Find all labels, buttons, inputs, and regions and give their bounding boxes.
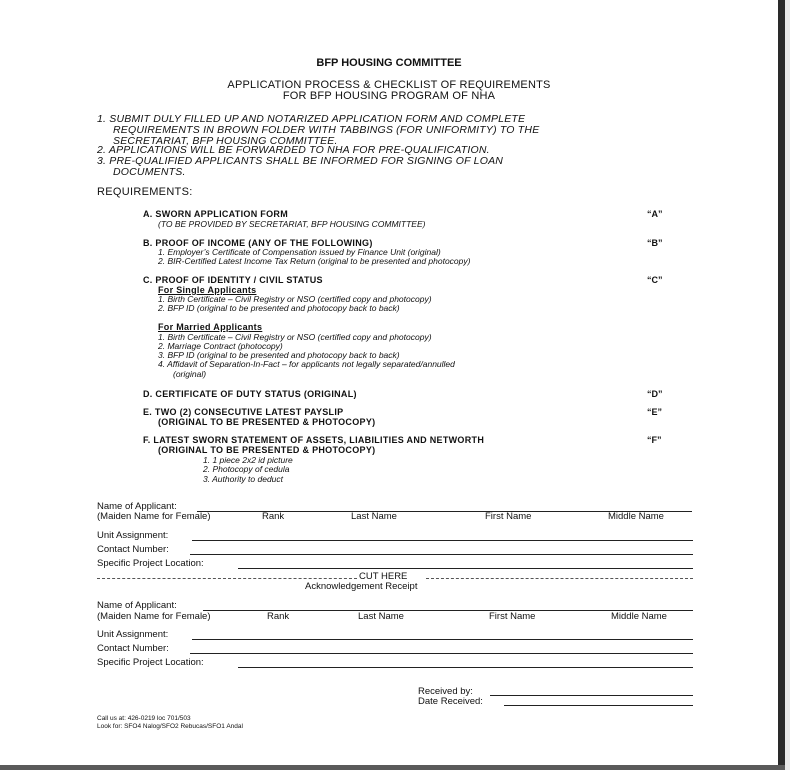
requirement-f-item: 1. 1 piece 2x2 id picture: [203, 455, 293, 465]
document-subtitle-2: FOR BFP HOUSING PROGRAM OF NHA: [282, 90, 496, 102]
acknowledgement-receipt-title: Acknowledgement Receipt: [305, 581, 418, 592]
last-name-column-label: Last Name: [351, 511, 397, 522]
requirement-f-title: F. LATEST SWORN STATEMENT OF ASSETS, LIABILITIES AND NETWORTH: [143, 435, 485, 445]
receipt-last-name-column-label: Last Name: [358, 611, 404, 622]
requirement-a-tab: “A”: [647, 209, 663, 219]
name-of-applicant-label: Name of Applicant:: [97, 501, 177, 512]
first-name-column-label: First Name: [485, 511, 532, 522]
requirement-d-title: D. CERTIFICATE OF DUTY STATUS (ORIGINAL): [143, 389, 357, 399]
requirement-c-title: C. PROOF OF IDENTITY / CIVIL STATUS: [143, 275, 323, 285]
receipt-project-location-label: Specific Project Location:: [97, 657, 204, 668]
date-received-label: Date Received:: [418, 696, 483, 707]
project-location-label: Specific Project Location:: [97, 558, 204, 569]
contact-number-label: Contact Number:: [97, 544, 169, 555]
receipt-first-name-column-label: First Name: [489, 611, 536, 622]
instruction-line: REQUIREMENTS IN BROWN FOLDER WITH TABBINGS (FOR UNIFORMITY) TO THE: [113, 124, 540, 136]
requirement-b-item: 1. Employer’s Certificate of Compensation issued by Finance Unit (original): [158, 247, 441, 257]
footer-personnel-line: Look for: SFO4 Nalog/SFO2 Rebucas/SFO1 Andal: [97, 723, 243, 730]
married-applicants-heading: For Married Applicants: [158, 322, 263, 332]
receipt-unit-assignment-label: Unit Assignment:: [97, 629, 169, 640]
receipt-middle-name-column-label: Middle Name: [611, 611, 667, 622]
received-by-field[interactable]: [490, 695, 693, 696]
receipt-maiden-name-label: (Maiden Name for Female): [97, 611, 211, 622]
requirement-e-title: E. TWO (2) CONSECUTIVE LATEST PAYSLIP: [143, 407, 344, 417]
receipt-contact-number-field[interactable]: [190, 653, 693, 654]
instruction-line: 2. APPLICATIONS WILL BE FORWARDED TO NHA FOR PRE-QUALIFICATION.: [97, 144, 490, 156]
requirement-f-item: 3. Authority to deduct: [203, 474, 284, 484]
instruction-line: DOCUMENTS.: [113, 166, 186, 178]
cut-line-left: [97, 578, 357, 579]
single-applicant-item: 2. BFP ID (original to be presented and photocopy back to back): [158, 303, 400, 313]
requirement-f-tab: “F”: [647, 435, 662, 445]
instruction-line: 3. PRE-QUALIFIED APPLICANTS SHALL BE INFORMED FOR SIGNING OF LOAN: [97, 155, 504, 167]
married-applicant-item: 1. Birth Certificate – Civil Registry or NSO (certified copy and photocopy): [158, 332, 432, 342]
middle-name-column-label: Middle Name: [608, 511, 664, 522]
rank-column-label: Rank: [262, 511, 285, 522]
requirement-f-item: 2. Photocopy of cedula: [203, 464, 290, 474]
cut-line-right: [426, 578, 693, 579]
unit-assignment-label: Unit Assignment:: [97, 530, 169, 541]
married-applicant-item: 3. BFP ID (original to be presented and photocopy back to back): [158, 350, 400, 360]
single-applicant-item: 1. Birth Certificate – Civil Registry or NSO (certified copy and photocopy): [158, 294, 432, 304]
cut-here-label: CUT HERE: [359, 571, 408, 582]
document-title: BFP HOUSING COMMITTEE: [316, 57, 462, 69]
instruction-line: SECRETARIAT, BFP HOUSING COMMITTEE.: [113, 135, 338, 147]
requirement-f-note: (ORIGINAL TO BE PRESENTED & PHOTOCOPY): [158, 445, 376, 455]
page-edge-shadow-bottom: [0, 765, 785, 770]
project-location-field[interactable]: [238, 568, 693, 569]
unit-assignment-field[interactable]: [192, 540, 693, 541]
married-applicant-item: 4. Affidavit of Separation-In-Fact – for applicants not legally separated/annulled: [158, 359, 455, 369]
receipt-contact-number-label: Contact Number:: [97, 643, 169, 654]
contact-number-field[interactable]: [190, 554, 693, 555]
requirement-a-title: A. SWORN APPLICATION FORM: [143, 209, 288, 219]
receipt-project-location-field[interactable]: [238, 667, 693, 668]
requirement-b-title: B. PROOF OF INCOME (ANY OF THE FOLLOWING): [143, 238, 373, 248]
requirement-d-tab: “D”: [647, 389, 663, 399]
single-applicants-heading: For Single Applicants: [158, 285, 257, 295]
receipt-rank-column-label: Rank: [267, 611, 290, 622]
requirement-e-note: (ORIGINAL TO BE PRESENTED & PHOTOCOPY): [158, 417, 376, 427]
receipt-name-of-applicant-label: Name of Applicant:: [97, 600, 177, 611]
received-by-label: Received by:: [418, 686, 473, 697]
document-subtitle-1: APPLICATION PROCESS & CHECKLIST OF REQUIREMENTS: [227, 79, 551, 91]
requirement-b-item: 2. BIR-Certified Latest Income Tax Return (original to be presented and photocopy): [158, 256, 471, 266]
requirement-e-tab: “E”: [647, 407, 663, 417]
requirement-b-tab: “B”: [647, 238, 663, 248]
married-applicant-item: (original): [173, 369, 207, 379]
footer-contact-line: Call us at: 426-0219 loc 701/503: [97, 715, 191, 722]
maiden-name-label: (Maiden Name for Female): [97, 511, 211, 522]
requirements-heading: REQUIREMENTS:: [97, 186, 193, 198]
receipt-unit-assignment-field[interactable]: [192, 639, 693, 640]
requirement-c-tab: “C”: [647, 275, 663, 285]
married-applicant-item: 2. Marriage Contract (photocopy): [158, 341, 283, 351]
requirement-a-note: (TO BE PROVIDED BY SECRETARIAT, BFP HOUSING COMMITTEE): [158, 219, 426, 229]
page-edge-shadow-right: [778, 0, 785, 766]
instruction-line: 1. SUBMIT DULY FILLED UP AND NOTARIZED APPLICATION FORM AND COMPLETE: [97, 113, 526, 125]
date-received-field[interactable]: [504, 705, 693, 706]
